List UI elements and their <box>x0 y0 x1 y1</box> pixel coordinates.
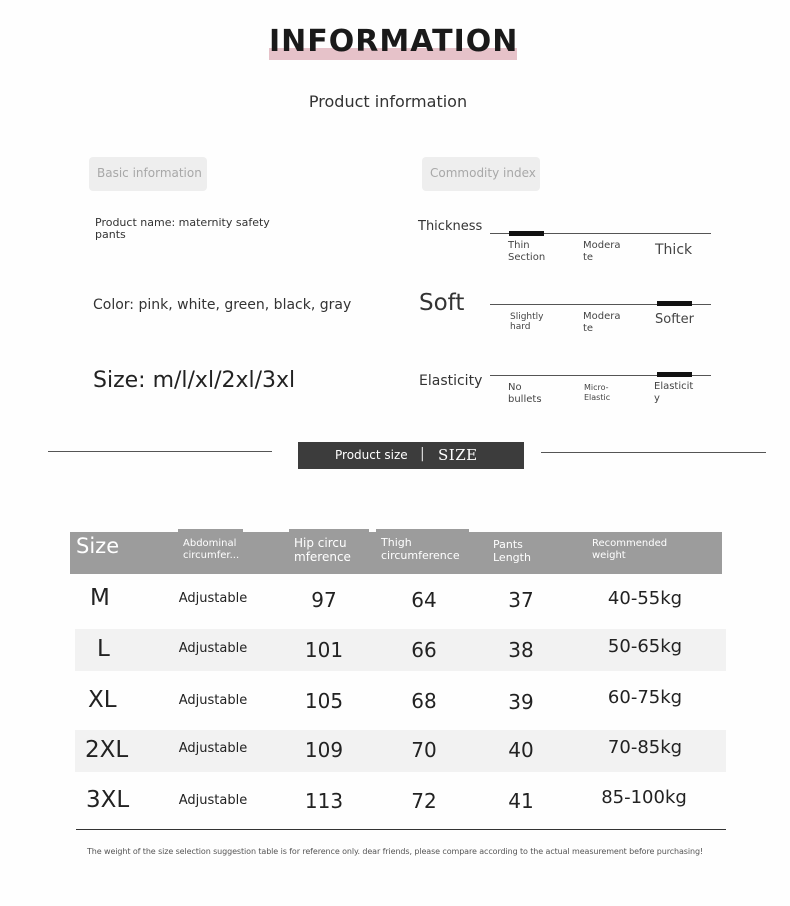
product-size-banner <box>298 442 524 469</box>
thickness-option-moderate: Modera te <box>583 240 621 263</box>
soft-option-softer: Softer <box>655 312 694 327</box>
cell-hip: 105 <box>304 689 344 713</box>
commodity-index-tag: Commodity index <box>422 157 540 191</box>
cell-pants-length: 40 <box>508 738 534 762</box>
elasticity-option-none: No bullets <box>508 382 542 405</box>
banner-label-en: SIZE <box>438 446 478 464</box>
cell-hip: 101 <box>304 638 344 662</box>
thickness-option-thin: Thin Section <box>508 240 546 263</box>
product-name-line1: Product name: maternity safety <box>95 216 270 229</box>
soft-option-slightly-hard: Slightly hard <box>510 312 544 332</box>
table-bottom-rule <box>76 829 726 830</box>
banner-label: Product size <box>335 448 408 462</box>
elasticity-label: Elasticity <box>419 373 483 389</box>
thickness-label: Thickness <box>418 219 483 234</box>
cell-abdominal: Adjustable <box>178 793 248 808</box>
cell-weight: 40-55kg <box>607 588 683 609</box>
cell-pants-length: 39 <box>508 690 534 714</box>
page-title: INFORMATION <box>269 24 519 59</box>
cell-size: XL <box>88 687 117 713</box>
header-size: Size <box>76 534 120 558</box>
header-abdominal: Abdominal circumfer... <box>183 538 240 561</box>
cell-abdominal: Adjustable <box>178 693 248 708</box>
cell-pants-length: 37 <box>508 588 534 612</box>
table-row <box>0 685 790 725</box>
header-pants-length: Pants Length <box>493 538 531 564</box>
cell-weight: 50-65kg <box>607 636 683 657</box>
soft-marker <box>657 301 692 306</box>
cell-thigh: 68 <box>411 689 437 713</box>
elasticity-option-micro: Micro- Elastic <box>584 383 611 402</box>
cell-hip: 113 <box>304 789 344 813</box>
cell-pants-length: 41 <box>508 789 534 813</box>
cell-size: 2XL <box>85 737 129 763</box>
cell-thigh: 72 <box>411 789 437 813</box>
soft-option-moderate: Modera te <box>583 311 621 334</box>
elasticity-marker <box>657 372 692 377</box>
product-name-line2: pants <box>95 228 126 241</box>
table-row <box>0 735 790 775</box>
cell-hip: 97 <box>311 588 337 612</box>
cell-size: 3XL <box>86 787 130 813</box>
cell-abdominal: Adjustable <box>178 591 248 606</box>
elasticity-option-elastic: Elasticit y <box>654 381 694 404</box>
table-row <box>0 634 790 674</box>
cell-abdominal: Adjustable <box>178 741 248 756</box>
cell-thigh: 70 <box>411 738 437 762</box>
cell-weight: 85-100kg <box>601 787 687 808</box>
product-colors: Color: pink, white, green, black, gray <box>93 297 352 313</box>
banner-separator: | <box>420 446 425 462</box>
header-hip: Hip circu mference <box>294 536 351 564</box>
page-subtitle: Product information <box>308 92 468 111</box>
table-row <box>0 785 790 825</box>
cell-size: L <box>97 636 110 662</box>
banner-rule-left <box>48 451 272 452</box>
cell-weight: 70-85kg <box>607 737 683 758</box>
header-thigh: Thigh circumference <box>381 536 460 562</box>
thickness-marker <box>509 231 544 236</box>
size-table-header <box>70 532 722 574</box>
cell-thigh: 64 <box>411 588 437 612</box>
cell-hip: 109 <box>304 738 344 762</box>
cell-thigh: 66 <box>411 638 437 662</box>
cell-abdominal: Adjustable <box>178 641 248 656</box>
header-recommended-weight: Recommended weight <box>592 538 668 561</box>
banner-rule-right <box>541 452 766 453</box>
cell-weight: 60-75kg <box>607 687 683 708</box>
product-sizes: Size: m/l/xl/2xl/3xl <box>93 368 296 393</box>
cell-pants-length: 38 <box>508 638 534 662</box>
thickness-option-thick: Thick <box>655 242 693 258</box>
table-row <box>0 583 790 623</box>
soft-label: Soft <box>419 290 465 316</box>
basic-info-tag: Basic information <box>89 157 207 191</box>
cell-size: M <box>90 585 110 611</box>
size-disclaimer: The weight of the size selection suggestion table is for reference only. dear friends, please compare according to the actual measurement before purchasing! <box>87 847 704 856</box>
